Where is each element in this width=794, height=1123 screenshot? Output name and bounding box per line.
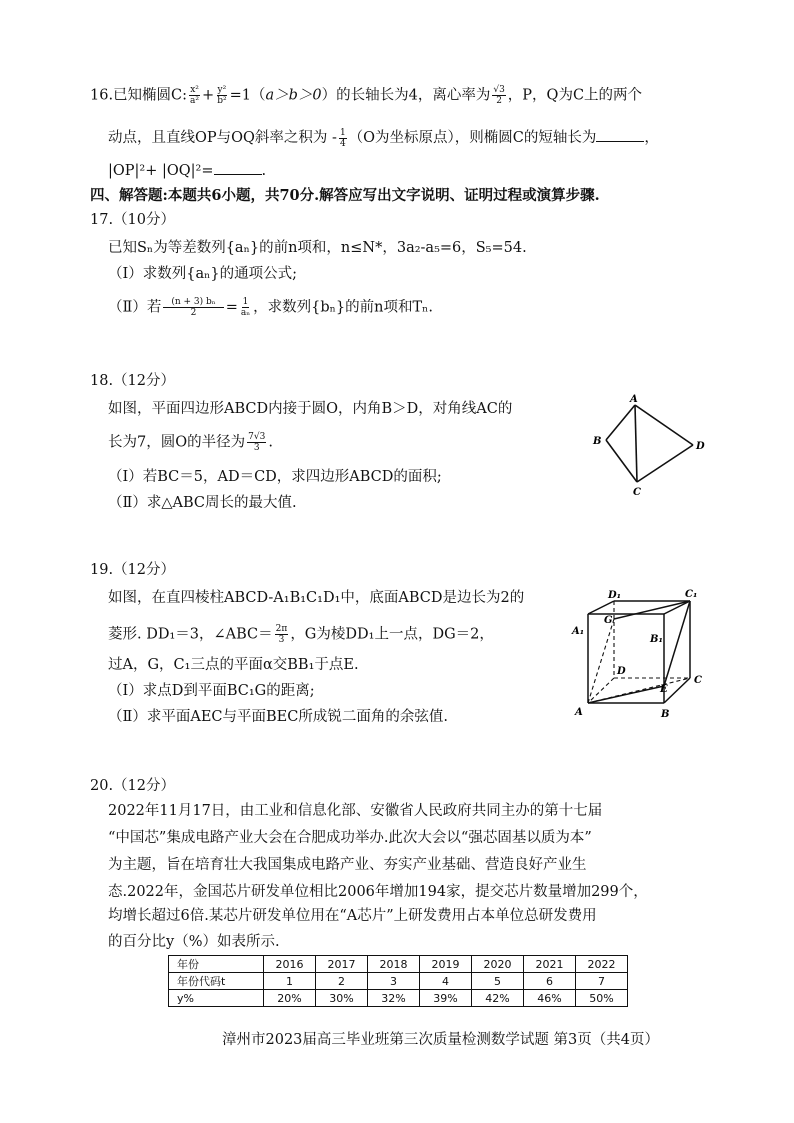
frac-num: y²: [217, 85, 227, 95]
fraction-angle: [275, 624, 289, 645]
q17-text: ，求数列{bₙ}的前n项和Tₙ.: [253, 299, 434, 316]
frac-den: b²: [217, 96, 227, 106]
table-cell: 2022: [576, 956, 628, 973]
q20-data-table: [168, 955, 628, 1007]
table-cell: 1: [264, 973, 316, 990]
label-B: B: [593, 436, 602, 447]
table-cell: 2021: [524, 956, 576, 973]
table-cell: 32%: [368, 990, 420, 1007]
q17-part-1: （I）求数列{aₙ}的通项公式;: [108, 266, 297, 282]
table-cell: 2016: [264, 956, 316, 973]
table-cell: 2: [316, 973, 368, 990]
label-A1: A₁: [572, 626, 585, 637]
table-cell: 30%: [316, 990, 368, 1007]
q20-heading: 20.（12分）: [90, 778, 176, 794]
q19-text: 菱形. DD₁＝3，∠ABC＝: [108, 626, 273, 643]
q19-stem-2: [108, 624, 494, 645]
frac-den: a²: [190, 96, 200, 106]
frac-den: 3: [253, 443, 260, 453]
frac-num: 2π: [275, 624, 288, 634]
table-cell: 20%: [264, 990, 316, 1007]
fraction-radius: [247, 432, 266, 453]
q18-stem-1: 如图，平面四边形ABCD内接于圆O，内角B＞D，对角线AC的: [108, 401, 513, 417]
q19-stem-1: 如图，在直四棱柱ABCD-A₁B₁C₁D₁中，底面ABCD是边长为2的: [108, 590, 525, 606]
q16-text: 16.已知椭圆C:: [90, 87, 188, 104]
table-cell: 3: [368, 973, 420, 990]
q18-stem-2: [108, 432, 273, 453]
q16-text: 动点，且直线OP与OQ斜率之积为 -: [108, 130, 337, 146]
table-row: [169, 990, 628, 1007]
label-C1: C₁: [685, 589, 698, 600]
label-C: C: [694, 675, 702, 686]
frac-num: 1: [339, 127, 346, 138]
fraction-eccentricity: [492, 85, 505, 106]
q17-heading: 17.（10分）: [90, 212, 176, 228]
frac-num: (n + 3) bₙ: [163, 297, 223, 308]
table-cell: y%: [169, 990, 264, 1007]
q17-part-2: [108, 297, 433, 318]
q16-text: .: [261, 163, 267, 179]
frac-den: 2: [496, 96, 502, 106]
q18-quadrilateral-figure: [590, 390, 715, 502]
table-cell: 年份: [169, 956, 264, 973]
frac-num: √3: [493, 85, 505, 95]
table-cell: 50%: [576, 990, 628, 1007]
table-cell: 2017: [316, 956, 368, 973]
q18-part-2: （Ⅱ）求△ABC周长的最大值.: [108, 495, 297, 511]
fraction-1-an: [240, 297, 251, 318]
fraction-quarter: [339, 128, 347, 149]
label-D: D: [617, 666, 626, 677]
q20-text-2: “中国芯”集成电路产业大会在合肥成功举办.此次大会以“强芯固基以质为本”: [108, 830, 592, 846]
label-B: B: [661, 709, 670, 720]
table-cell: 年份代码t: [169, 973, 264, 990]
q16-text: ，: [644, 130, 659, 146]
q18-text: .: [268, 434, 273, 451]
q19-heading: 19.（12分）: [90, 562, 176, 578]
label-A: A: [630, 394, 638, 405]
q16-condition: a＞b＞0: [265, 87, 322, 104]
frac-num: 1: [242, 297, 249, 307]
q20-text-4: 态.2022年，金国芯片研发单位相比2006年增加194家，提交芯片数量增加299个，: [108, 884, 648, 900]
frac-den: 3: [278, 635, 285, 645]
q19-part-2: （Ⅱ）求平面AEC与平面BEC所成锐二面角的余弦值.: [108, 709, 448, 725]
answer-blank-2[interactable]: [214, 160, 262, 175]
label-E: E: [660, 684, 668, 695]
q20-text-5: 均增长超过6倍.某芯片研发单位用在“A芯片”上研发费用占本单位总研发费用: [108, 908, 597, 924]
q16-text: =1（: [229, 87, 266, 104]
label-G: G: [604, 615, 613, 626]
frac-num: x²: [190, 85, 199, 95]
q18-part-1: （I）若BC＝5，AD＝CD，求四边形ABCD的面积;: [108, 469, 442, 485]
q16-line-3: [108, 160, 266, 181]
q17-text: =: [225, 299, 238, 316]
q16-text: （O为坐标原点），则椭圆C的短轴长为: [348, 130, 597, 146]
q18-text: 长为7，圆O的半径为: [108, 434, 246, 451]
q17-stem: 已知Sₙ为等差数列{aₙ}的前n项和，n≤N*，3a₂-a₅=6，S₅=54.: [108, 240, 527, 256]
q16-text: ）的长轴长为4，离心率为: [321, 87, 491, 104]
label-D1: D₁: [608, 590, 622, 601]
q18-heading: 18.（12分）: [90, 373, 176, 389]
label-A: A: [575, 707, 583, 718]
label-C: C: [633, 487, 641, 498]
table-row: [169, 956, 628, 973]
table-cell: 2020: [472, 956, 524, 973]
table-row: [169, 973, 628, 990]
q20-text-6: 的百分比y（%）如表所示.: [108, 934, 280, 950]
q20-text-1: 2022年11月17日，由工业和信息化部、安徽省人民政府共同主办的第十七届: [108, 803, 603, 819]
fraction-x2-a2: [189, 85, 200, 106]
table-cell: 2018: [368, 956, 420, 973]
frac-den: 2: [190, 308, 197, 318]
table-cell: 4: [420, 973, 472, 990]
q16-line-1: 16.已知椭圆C: $\frac{\text{x²}}{\text{a²}}$ + $\frac{\text{y²}}{\text{b²}}$ =1（a＞b＞0）的长轴长为4，离心率为 $\frac{√3}{2}$ ，P，Q为C上的两个: [90, 85, 643, 106]
answer-blank-1[interactable]: [596, 127, 644, 142]
table-cell: 2019: [420, 956, 472, 973]
frac-num: 7√3: [248, 432, 266, 442]
table-cell: 7: [576, 973, 628, 990]
q20-text-3: 为主题，旨在培育壮大我国集成电路产业、夯实产业基础、营造良好产业生: [108, 857, 587, 873]
q19-prism-figure: [568, 586, 718, 721]
fraction-y2-b2: [216, 85, 227, 106]
table-cell: 46%: [524, 990, 576, 1007]
frac-den: 4: [339, 138, 346, 149]
q19-text: ，G为棱DD₁上一点，DG＝2，: [290, 626, 494, 643]
table-cell: 42%: [472, 990, 524, 1007]
q16-text: |OP|²+ |OQ|²=: [108, 163, 214, 179]
q19-part-1: （I）求点D到平面BC₁G的距离;: [108, 683, 315, 699]
q16-line-2: [108, 127, 659, 149]
label-D: D: [696, 441, 705, 452]
label-B1: B₁: [650, 634, 663, 645]
q19-stem-3: 过A，G，C₁三点的平面α交BB₁于点E.: [108, 657, 359, 673]
table-cell: 6: [524, 973, 576, 990]
table-cell: 39%: [420, 990, 472, 1007]
frac-den: aₙ: [240, 308, 251, 318]
q17-text: （Ⅱ）若: [108, 299, 162, 316]
section-heading: 四、解答题:本题共6小题，共70分.解答应写出文字说明、证明过程或演算步骤.: [90, 187, 600, 204]
q16-text: ，P，Q为C上的两个: [507, 87, 643, 104]
table-cell: 5: [472, 973, 524, 990]
fraction-n3-bn: [163, 297, 223, 318]
page-footer: 漳州市2023届高三毕业班第三次质量检测数学试题 第3页（共4页）: [222, 1032, 659, 1048]
